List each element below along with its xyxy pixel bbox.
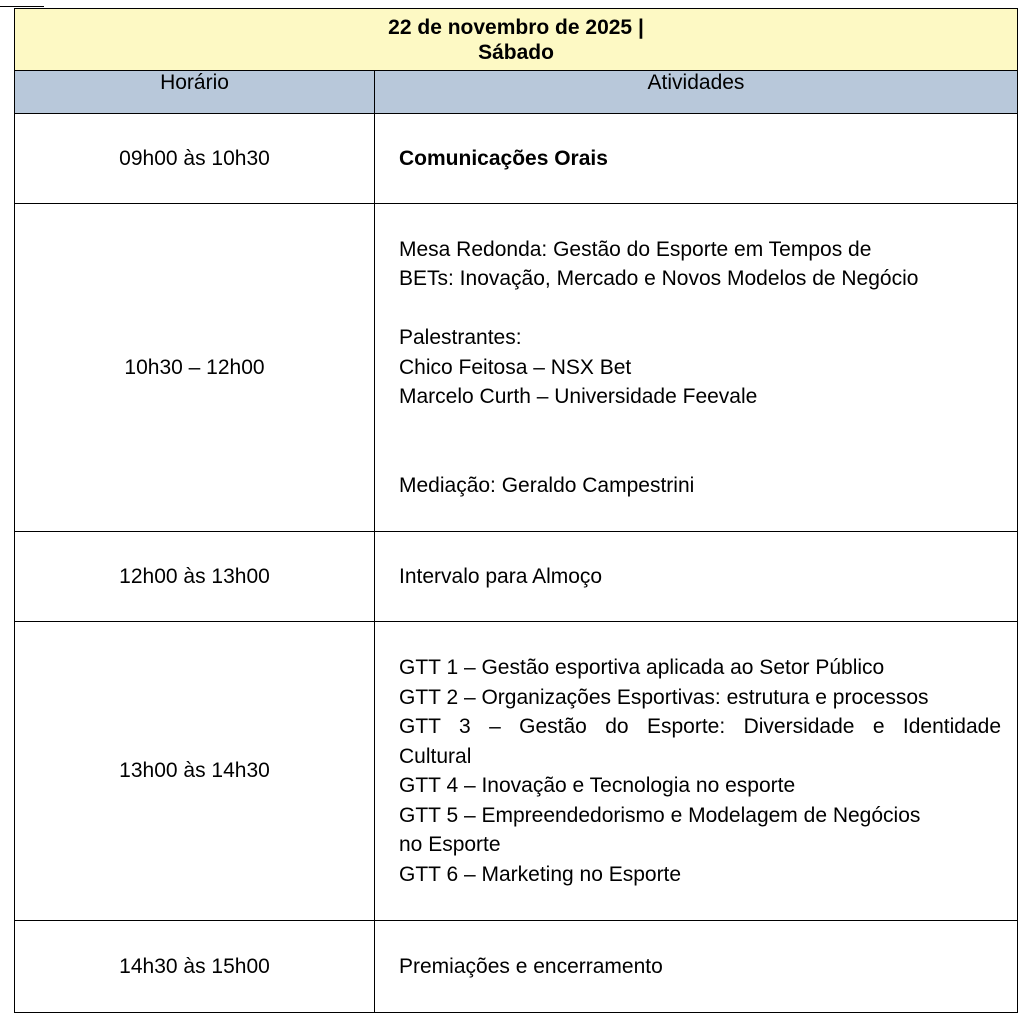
date-line: 22 de novembro de 2025 | [388, 15, 644, 39]
table-row [15, 622, 1018, 921]
roundtable-title: BETs: Inovação, Mercado e Novos Modelos de Negócio [399, 267, 919, 291]
gtt-item: GTT 2 – Organizações Esportivas: estrutura e processos [399, 685, 929, 709]
table-row [15, 532, 1018, 622]
speaker: Marcelo Curth – Universidade Feevale [399, 385, 758, 409]
gtt-item: GTT 1 – Gestão esportiva aplicada ao Setor Público [399, 656, 885, 679]
activity-title: Intervalo para Almoço [399, 564, 603, 588]
column-header-activities: Atividades [375, 71, 1018, 114]
gtt-item: GTT 6 – Marketing no Esporte [399, 862, 682, 886]
activity-cell [375, 204, 1018, 532]
activity-title: Comunicações Orais [399, 146, 608, 170]
gtt-item-continued: no Esporte [399, 833, 501, 856]
gtt-item-continued: Cultural [399, 744, 472, 768]
speakers-label: Palestrantes: [399, 326, 522, 350]
schedule-table [14, 8, 1018, 1013]
time-cell: 13h00 às 14h30 [15, 622, 375, 921]
gtt-item: GTT 4 – Inovação e Tecnologia no esporte [399, 774, 796, 797]
gtt-item: GTT 5 – Empreendedorismo e Modelagem de Negócios [399, 803, 921, 827]
mediation: Mediação: Geraldo Campestrini [399, 473, 695, 497]
gtt-item: GTT 3 – Gestão do Esporte: Diversidade e Identidade [399, 715, 1001, 738]
activity-cell [375, 622, 1018, 921]
activity-cell [375, 114, 1018, 204]
activity-title: Premiações e encerramento [399, 954, 663, 978]
time-cell: 09h00 às 10h30 [15, 114, 375, 204]
table-row [15, 204, 1018, 532]
date-header [15, 9, 1018, 71]
column-header-row [15, 71, 1018, 114]
column-header-time: Horário [15, 71, 375, 114]
date-header-row [15, 9, 1018, 71]
time-cell: 14h30 às 15h00 [15, 921, 375, 1013]
activity-cell [375, 921, 1018, 1013]
time-cell: 10h30 – 12h00 [15, 204, 375, 532]
corner-mark [0, 6, 44, 7]
weekday-line: Sábado [478, 40, 554, 64]
time-cell: 12h00 às 13h00 [15, 532, 375, 622]
speaker: Chico Feitosa – NSX Bet [399, 355, 632, 379]
table-row [15, 114, 1018, 204]
roundtable-title: Mesa Redonda: Gestão do Esporte em Tempos de [399, 237, 872, 261]
activity-cell [375, 532, 1018, 622]
table-row [15, 921, 1018, 1013]
